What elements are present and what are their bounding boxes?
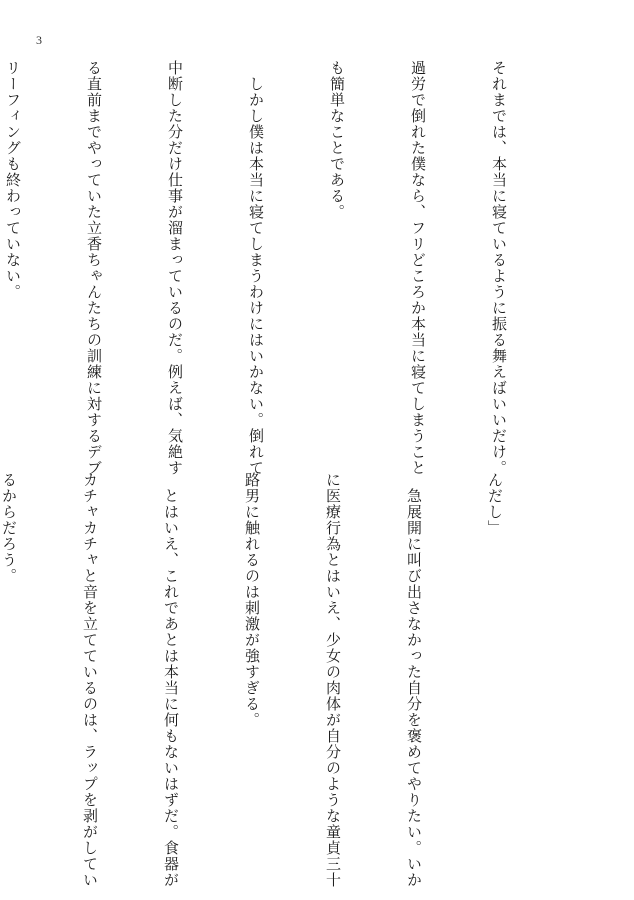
text-line: しかし僕は本当に寝てしまうわけにはいかない。倒れて [247,60,265,476]
text-line: んだし」 [486,472,504,536]
text-line: それまでは、本当に寝ているように振る舞えばいいだけ。 [490,60,508,476]
text-line: カチャカチャと音を立てているのは、ラップを剥がしてい [81,472,99,888]
text-line: とはいえ、これであとは本当に何もないはずだ。食器が [162,472,180,888]
text-line: 中断した分だけ仕事が溜まっているのだ。例えば、気絶す [166,60,184,476]
lower-text-section [0,472,562,888]
text-line: に医療行為とはいえ、少女の肉体が自分のような童貞三十 [324,472,342,888]
text-line: 過労で倒れた僕なら、フリどころか本当に寝てしまうこと [409,60,427,476]
text-line: るからだろう。 [0,472,18,584]
page-number: 3 [36,33,42,47]
text-line: も簡単なことである。 [328,60,346,220]
text-line: 急展開に叫び出さなかった自分を褒めてやりたい。いか [405,472,423,888]
text-line: リーフィングも終わっていない。 [4,60,22,300]
upper-text-section [0,60,566,476]
text-line: る直前までやっていた立香ちゃんたちの訓練に対するデブ [85,60,103,476]
text-line: 路男に触れるのは刺激が強すぎる。 [243,472,261,728]
